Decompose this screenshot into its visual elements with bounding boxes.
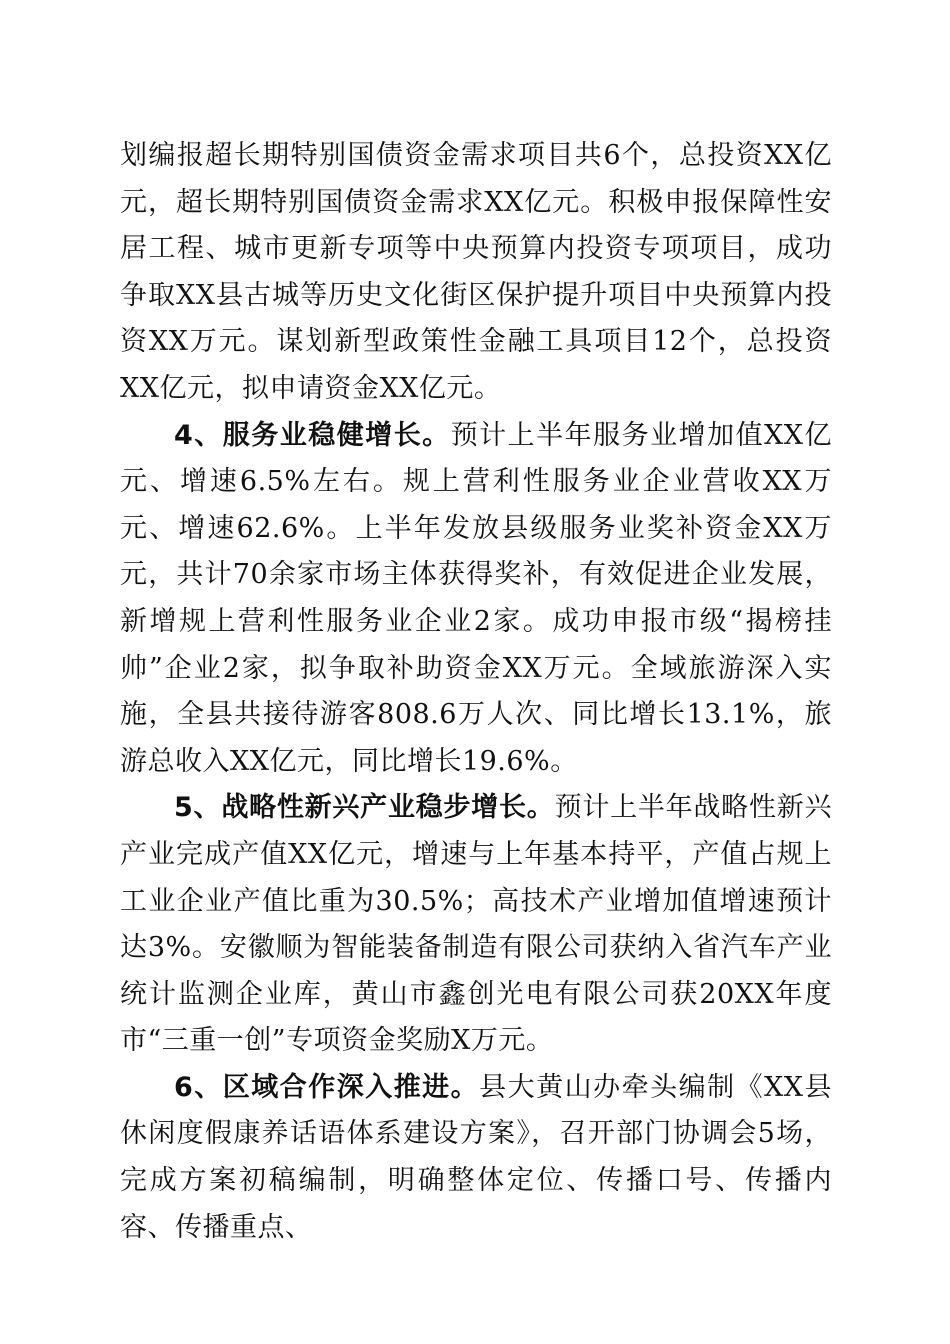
paragraph-body: 预计上半年战略性新兴产业完成产值XX亿元，增速与上年基本持平，产值占规上工业企业产值比重为30.5%；高技术产业增加值增速预计达3%。安徽顺为智能装备制造有限公司获纳入省汽车产业统计监测企业库，黄山市鑫创光电有限公司获20XX年度市“三重一创”专项资金奖励X万元。 xyxy=(120,792,832,1057)
paragraph-service-industry xyxy=(120,413,832,786)
paragraph-heading: 4、服务业稳健增长。 xyxy=(174,419,451,451)
paragraph-heading: 6、区域合作深入推进。 xyxy=(174,1071,480,1103)
paragraph-emerging-industry xyxy=(120,785,832,1065)
paragraph-body: 县大黄山办牵头编制《XX县休闲度假康养话语体系建设方案》，召开部门协调会5场，完成方案初稿编制，明确整体定位、传播口号、传播内容、传播重点、 xyxy=(120,1071,832,1243)
paragraph-regional-cooperation xyxy=(120,1065,832,1251)
paragraph-body: 划编报超长期特别国债资金需求项目共6个，总投资XX亿元，超长期特别国债资金需求XX亿元。积极申报保障性安居工程、城市更新专项等中央预算内投资专项项目，成功争取XX县古城等历史文化街区保护提升项目中央预算内投资XX万元。谋划新型政策性金融工具项目12个，总投资XX亿元，拟申请资金XX亿元。 xyxy=(120,140,832,404)
paragraph-body: 预计上半年服务业增加值XX亿元、增速6.5%左右。规上营利性服务业企业营收XX万元、增速62.6%。上半年发放县级服务业奖补资金XX万元，共计70余家市场主体获得奖补，有效促进企业发展，新增规上营利性服务业企业2家。成功申报市级“揭榜挂帅”企业2家，拟争取补助资金XX万元。全域旅游深入实施，全县共接待游客808.6万人次、同比增长13.1%，旅游总收入XX亿元，同比增长19.6%。 xyxy=(120,419,832,777)
paragraph-heading: 5、战略性新兴产业稳步增长。 xyxy=(174,792,555,824)
paragraph-continuation xyxy=(120,133,832,413)
document-body xyxy=(120,133,832,1251)
